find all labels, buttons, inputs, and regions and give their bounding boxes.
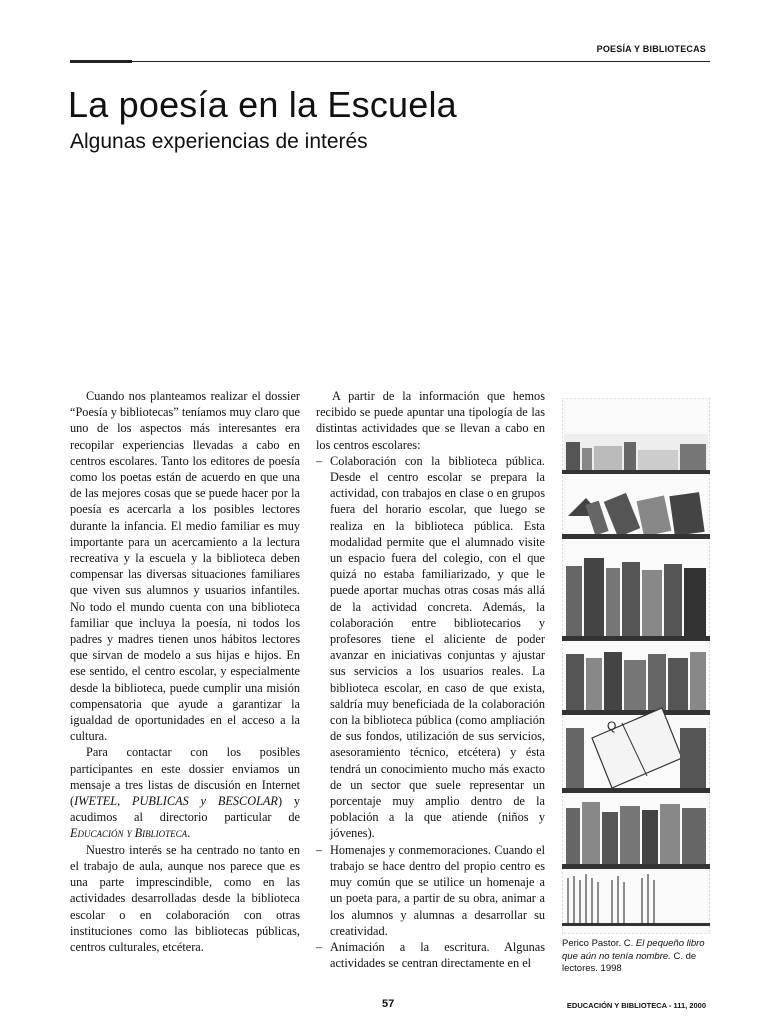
footer-publication: EDUCACIÓN Y BIBLIOTECA - 111, 2000 (566, 1001, 706, 1010)
p2-end: . (187, 826, 191, 841)
list-item (316, 939, 545, 971)
column-middle (316, 388, 545, 971)
p2-start: Para contactar con los posibles participantes en este dossier enviamos un mensaje a tres listas de discusión en Internet ( (70, 745, 300, 809)
mailing-lists: IWETEL, PUBLICAS y BESCOLAR (74, 794, 278, 809)
article-title: La poesía en la Escuela (68, 84, 457, 125)
caption-rest: C. de lectores. 1998 (562, 950, 697, 974)
intro-paragraph: A partir de la información que hemos recibido se puede apuntar una tipología de las distintas actividades que se llevan a cabo en los centros escolares: (316, 389, 545, 452)
bookshelf-illustration (562, 398, 710, 934)
illustration-caption (562, 938, 712, 976)
list-dash: – (316, 453, 323, 468)
svg-text:Q: Q (607, 719, 617, 733)
paragraph-2 (70, 744, 300, 841)
list-item-text: Homenajes y conmemoraciones. Cuando el trabajo se hace dentro del propio centro es muy común que se utilice un homenaje a un poeta para, a partir de su obra, animar a los alumnos y alumnas a desarrollar su creatividad. (330, 842, 545, 938)
list-item (316, 453, 545, 842)
list-item-text: Colaboración con la biblioteca pública. Desde el centro escolar se prepara la actividad, con trabajos en clase o en grupos fuera del horario escolar, que luego se realiza en la biblioteca pública. Esta modalidad permite que el alumnado visite un espacio fuera del colegio, con el que quizá no estaba familiarizado, y que le puede aportar muchas otras cosas más allá de la actividad concreta. Además, la colaboración entre bibliotecarios y profesores tiene el aliciente de poder avanzar en iniciativas conjuntas y ajustar sus servicios a los usuarios reales. La biblioteca escolar, en caso de que exista, saldría muy beneficiada de la colaboración con la biblioteca pública (como ampliación de sus fondos, utilización de sus servicios, asesoramiento técnico, etcétera) y ésta tendrá un conocimiento mucho más exacto de un sector que suele representar un porcentaje muy amplio dentro de la población a la que atiende (niños y jóvenes). (330, 453, 545, 841)
page-number: 57 (382, 998, 395, 1010)
list-dash: – (316, 939, 323, 954)
section-label: POESÍA Y BIBLIOTECAS (596, 44, 706, 54)
column-left (70, 388, 300, 955)
list-item (316, 842, 545, 939)
header-rule (70, 61, 710, 62)
caption-work: El pequeño libro que aún no tenía nombre. (562, 938, 705, 962)
paragraph-3: Nuestro interés se ha centrado no tanto en el trabajo de aula, aunque nos parece que es una parte imprescindible, como en las actividades desarrolladas desde la biblioteca escolar o en colaboración con otras instituciones como las bibliotecas públicas, centros culturales, etcétera. (70, 842, 300, 954)
list-item-text: Animación a la escritura. Algunas actividades se centran directamente en el (330, 939, 545, 971)
publication-name: Educación y Biblioteca (70, 826, 188, 841)
p2-mid: ) y acudimos al directorio particular de (70, 794, 300, 825)
activity-list (316, 453, 545, 972)
list-dash: – (316, 842, 323, 857)
article-subtitle: Algunas experiencias de interés (70, 130, 368, 153)
paragraph-1: Cuando nos planteamos realizar el dossier “Poesía y bibliotecas” teníamos muy claro que uno de los aspectos más interesantes era recopilar experiencias llevadas a cabo en centros escolares. Tanto los editores de poesía como los poetas están de acuerdo en que una de las mejores cosas que se puede hacer por la poesía es acercarla a los posibles lectores durante la infancia. El medio familiar es muy importante para un acercamiento a la lectura recreativa y la escuela y la biblioteca deben compensar las diversas situaciones familiares que viven sus alumnos y usuarios infantiles. No todo el mundo cuenta con una biblioteca familiar que incluya la poesía, ni todos los padres y madres tienen unos hábitos lectores que sirvan de modelo a sus hijas e hijos. En ese sentido, el centro escolar, y especialmente desde la biblioteca, puede cumplir una misión compensatoria que ayude a garantizar la igualdad de oportunidades en el acceso a la cultura. (70, 389, 300, 744)
caption-author: Perico Pastor. C. (562, 938, 634, 949)
